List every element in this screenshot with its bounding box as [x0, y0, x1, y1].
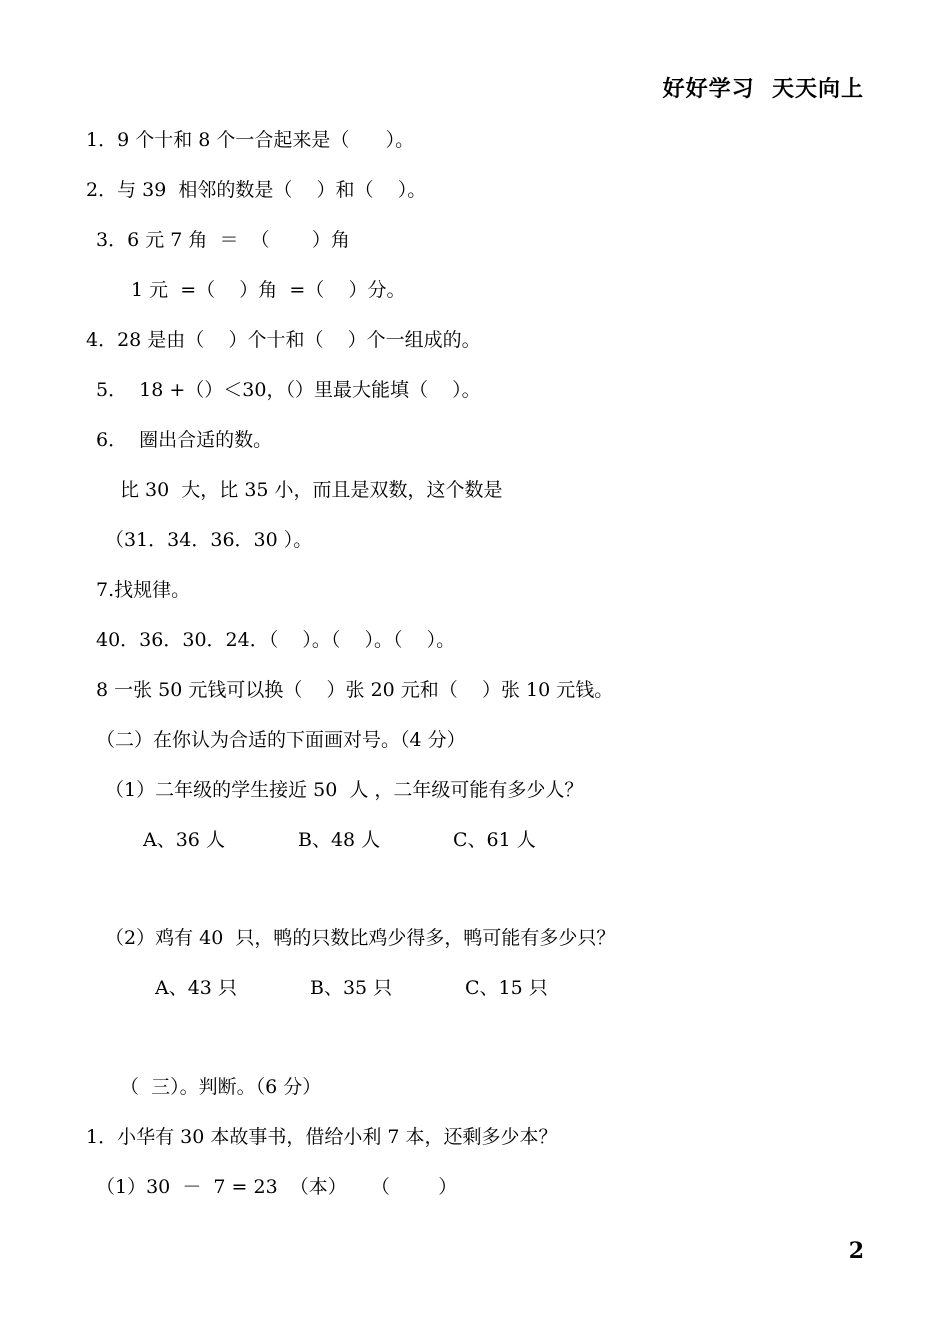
- question-7-sequence: 40．36．30．24．（ ）。（ ）。（ ）。: [96, 629, 456, 651]
- page-header-title: 好好学习 天天向上: [662, 77, 864, 102]
- section-3-question-1: 1．小华有 30 本故事书，借给小利 7 本，还剩多少本？: [86, 1126, 558, 1148]
- question-3-line-1: 3．6 元 7 角 ＝ （ ）角: [96, 229, 350, 251]
- section-2-question-2: （2）鸡有 40 只，鸭的只数比鸡少得多，鸭可能有多少只？: [105, 927, 616, 949]
- question-6-title: 6． 圈出合适的数。: [96, 429, 273, 451]
- question-8: 8 一张 50 元钱可以换（ ）张 20 元和（ ）张 10 元钱。: [96, 679, 614, 701]
- section-2-q2-option-a: A、43 只: [155, 977, 237, 999]
- question-7-title: 7.找规律。: [96, 579, 191, 601]
- page-number: 2: [848, 1238, 864, 1264]
- section-2-q1-option-a: A、36 人: [143, 829, 225, 851]
- question-1: 1．9 个十和 8 个一合起来是（ ）。: [86, 129, 415, 151]
- question-6-text: 比 30 大，比 35 小，而且是双数，这个数是: [120, 479, 503, 501]
- section-3-question-1-answer: （1）30 － 7 = 23 （本） （ ）: [96, 1176, 458, 1198]
- section-3-title: （ 三）。判断。（6 分）: [120, 1076, 322, 1098]
- question-2: 2．与 39 相邻的数是（ ）和（ ）。: [86, 179, 427, 201]
- section-2-title: （二）在你认为合适的下面画对号。（4 分）: [96, 729, 466, 751]
- question-3-line-2: 1 元 =（ ）角 =（ ）分。: [131, 279, 406, 301]
- section-2-q2-option-b: B、35 只: [310, 977, 393, 999]
- section-2-q2-option-c: C、15 只: [465, 977, 548, 999]
- question-4: 4．28 是由（ ）个十和（ ）个一组成的。: [86, 329, 481, 351]
- section-2-q1-option-c: C、61 人: [453, 829, 536, 851]
- section-2-q1-option-b: B、48 人: [298, 829, 381, 851]
- question-5: 5． 18 +（）＜30，（）里最大能填（ ）。: [96, 379, 481, 401]
- question-6-options: （31．34．36．30 ）。: [105, 529, 313, 551]
- section-2-question-1: （1）二年级的学生接近 50 人 ，二年级可能有多少人？: [105, 779, 584, 801]
